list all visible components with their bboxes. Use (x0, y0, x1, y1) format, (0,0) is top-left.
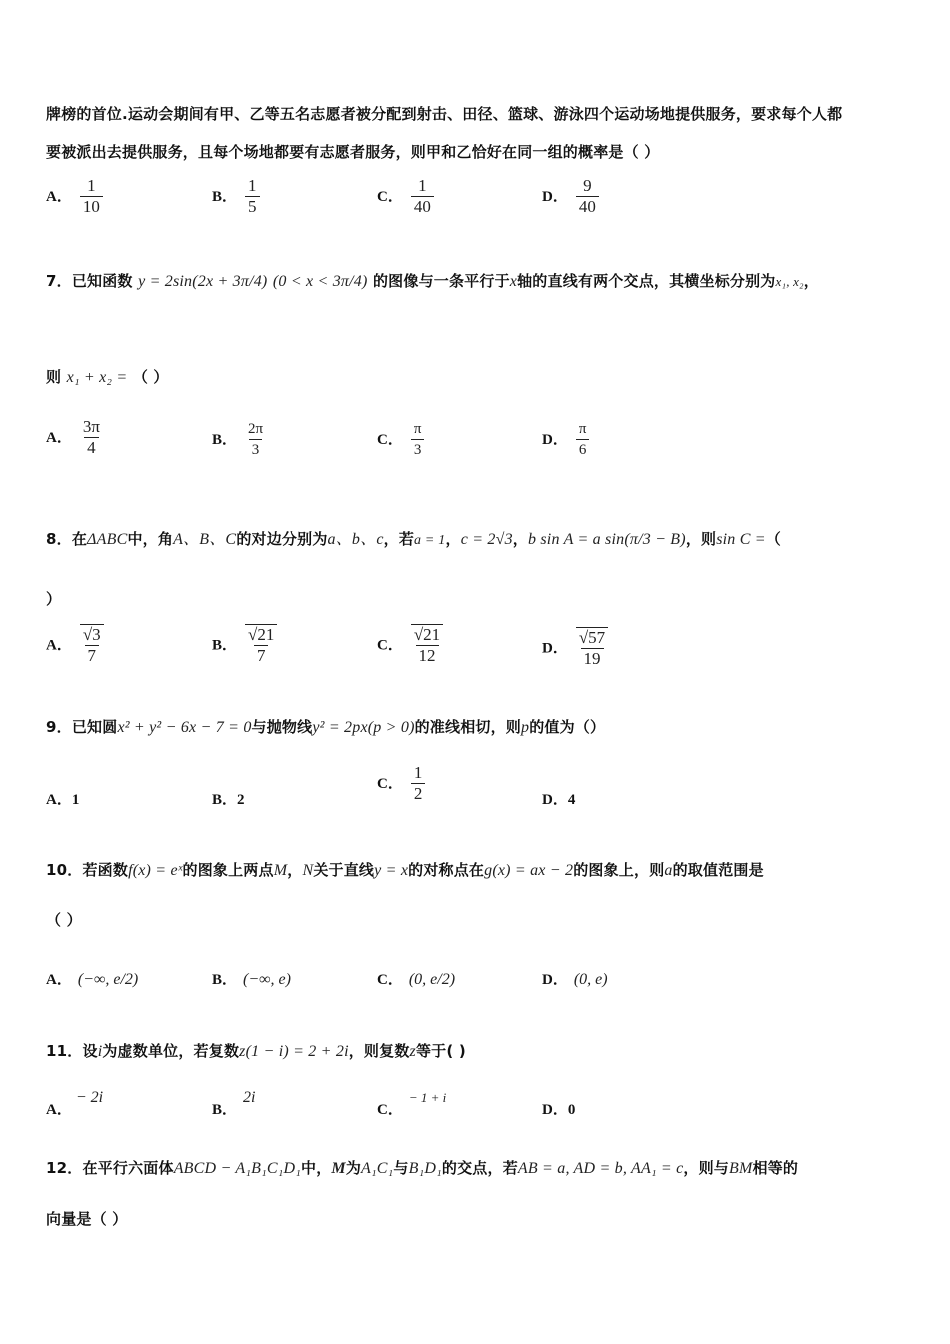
q11-option-b[interactable] (212, 1089, 256, 1119)
q7-option-c[interactable] (377, 419, 424, 460)
option-label: A． (46, 637, 72, 654)
q9-option-a[interactable] (46, 788, 79, 809)
q10-N: N (302, 862, 314, 879)
fraction: $\frac{\pi}{3}$ (411, 419, 425, 460)
q6-line1: 牌榜的首位.运动会期间有甲、乙等五名志愿者被分配到射击、田径、篮球、游泳四个运动场地提供服务，要求每个人都 (46, 105, 843, 123)
option-label: C． (377, 189, 403, 205)
q9-line1: 9．已知圆x² + y² − 6x − 7 = 0与抛物线y² = 2px(p > 0)的准线相切，则p的值为（） (46, 718, 606, 736)
q10-f: f(x) = eˣ (128, 862, 183, 879)
q8-ask: sin C = (716, 531, 766, 548)
q9-parabola: y² = 2px(p > 0) (312, 719, 415, 736)
q6-option-d[interactable] (542, 176, 599, 217)
q8-option-d[interactable] (542, 627, 608, 669)
q10-line: y = x (374, 862, 409, 879)
q12-solid: ABCD − A₁B₁C₁D₁ (173, 1160, 301, 1177)
option-label: B． (212, 432, 238, 448)
option-value: − 1 + i (408, 1090, 447, 1105)
fraction: $\frac{√3}{7}$ (80, 624, 104, 666)
q12-M: M (331, 1160, 346, 1177)
fraction: $\frac{1}{10}$ (80, 176, 103, 217)
q7-axis: x (509, 273, 518, 290)
q9-option-b[interactable] (212, 788, 245, 809)
q11-i: i (97, 1043, 103, 1060)
q12-ac: A₁C₁ (361, 1160, 394, 1177)
q9-circle: x² + y² − 6x − 7 = 0 (117, 719, 252, 736)
fraction: $\frac{√57}{19}$ (576, 627, 608, 669)
q7-option-d[interactable] (542, 419, 589, 460)
option-label: D． (542, 432, 568, 448)
q9-p: p (521, 719, 530, 736)
option-label: C． (377, 1102, 403, 1118)
fraction: $\frac{1}{2}$ (411, 763, 426, 804)
q12-vectors: AB = a, AD = b, AA₁ = c (517, 1160, 684, 1177)
q11-option-d[interactable] (542, 1098, 575, 1119)
q6-option-a[interactable] (46, 176, 103, 217)
q7-line2: 则 x₁ + x₂ = （ ） (46, 368, 169, 386)
q8-cond2: c = 2√3 (460, 531, 513, 548)
option-label: A． (46, 430, 72, 446)
q12-bm: BM (729, 1160, 753, 1177)
q8-angles: A、B、C (173, 531, 237, 548)
q8-option-a[interactable] (46, 624, 104, 666)
option-label: C． (377, 432, 403, 448)
q6-option-c[interactable] (377, 176, 434, 217)
option-label: B． (212, 637, 238, 654)
q8-cond3: b sin A = a sin(π/3 − B) (527, 531, 686, 548)
option-label: B． (212, 972, 238, 988)
q12-line2: 向量是（ ） (46, 1210, 128, 1228)
q9-option-c[interactable] (377, 763, 425, 804)
q10-option-c[interactable] (377, 968, 455, 989)
q10-M: M (273, 862, 288, 879)
option-value: 4 (567, 792, 576, 808)
q8-option-b[interactable] (212, 624, 277, 666)
option-label: D． (542, 1102, 568, 1118)
option-label: D． (542, 189, 568, 205)
q7-option-a[interactable] (46, 417, 103, 458)
fraction: $\frac{3\pi}{4}$ (82, 417, 100, 457)
q7-sum: x₁ + x₂ = (66, 369, 128, 386)
fraction: $\frac{2\pi}{3}$ (248, 421, 264, 458)
q10-a: a (664, 862, 673, 879)
option-value: 2i (243, 1089, 256, 1106)
q6-option-b[interactable] (212, 176, 260, 217)
q8-option-c[interactable] (377, 624, 443, 666)
option-label: C． (377, 637, 403, 654)
q7-function: y = 2sin(2x + 3π/4) (138, 273, 268, 290)
option-label: B． (212, 189, 238, 205)
q10-line1: 10．若函数f(x) = eˣ的图象上两点M，N关于直线y = x的对称点在g(x) = ax − 2的图象上，则a的取值范围是 (46, 861, 764, 879)
q12-bd: B₁D₁ (408, 1160, 442, 1177)
q10-line2: （ ） (46, 911, 82, 929)
q7-option-b[interactable] (212, 419, 266, 460)
fraction: $\frac{√21}{7}$ (245, 624, 277, 666)
option-label: A． (46, 792, 72, 808)
q9-option-d[interactable] (542, 788, 575, 809)
option-value: 1 (71, 792, 80, 808)
q12-line1: 12．在平行六面体ABCD − A₁B₁C₁D₁中，M为A₁C₁与B₁D₁的交点，若AB = a, AD = b, AA₁ = c，则与BM相等的 (46, 1159, 799, 1177)
option-expr: (−∞, e/2) (77, 971, 139, 988)
q8-line1: 8．在ΔABC中，角A、B、C的对边分别为a、b、c，若a = 1，c = 2√3，b sin A = a sin(π/3 − B)，则sin C =（ (46, 530, 781, 548)
q10-option-d[interactable] (542, 968, 608, 989)
q11-option-c[interactable] (377, 1090, 447, 1119)
fraction: $\frac{\pi}{6}$ (576, 419, 590, 460)
fraction: $\frac{9}{40}$ (576, 176, 599, 217)
option-label: B． (212, 792, 238, 808)
option-label: D． (542, 640, 568, 657)
option-label: A． (46, 1102, 72, 1118)
q11-z: z (409, 1043, 416, 1060)
q10-option-a[interactable] (46, 968, 138, 989)
q10-option-b[interactable] (212, 968, 291, 989)
option-value: 2 (237, 792, 245, 808)
q11-option-a[interactable] (46, 1089, 104, 1119)
option-expr: (0, e/2) (408, 971, 456, 988)
fraction: $\frac{1}{40}$ (411, 176, 434, 217)
fraction: $\frac{1}{5}$ (245, 176, 260, 217)
q8-cond1: a = 1 (414, 533, 446, 548)
option-label: D． (542, 792, 568, 808)
q7-line1: 7．已知函数 y = 2sin(2x + 3π/4) (0 < x < 3π/4) 的图像与一条平行于x轴的直线有两个交点，其横坐标分别为x₁, x₂， (46, 272, 819, 290)
option-expr: (0, e) (573, 971, 608, 988)
option-label: C． (377, 972, 403, 988)
q11-line1: 11．设i为虚数单位，若复数z(1 − i) = 2 + 2i，则复数z等于( ) (46, 1042, 466, 1060)
option-value: 0 (567, 1102, 576, 1118)
q6-line2: 要被派出去提供服务，且每个场地都要有志愿者服务，则甲和乙恰好在同一组的概率是（ ） (46, 143, 660, 161)
q7-domain: (0 < x < 3π/4) (272, 273, 368, 290)
option-label: A． (46, 189, 72, 205)
option-label: A． (46, 972, 72, 988)
option-expr: (−∞, e) (243, 971, 291, 988)
q11-eq: z(1 − i) = 2 + 2i (239, 1043, 349, 1060)
option-value: − 2i (75, 1089, 104, 1106)
option-label: B． (212, 1102, 238, 1118)
q8-line2: ） (46, 590, 62, 608)
option-label: C． (377, 776, 403, 792)
q8-sides: a、b、c (327, 531, 384, 548)
q10-g: g(x) = ax − 2 (484, 862, 574, 879)
q8-triangle: ΔABC (87, 531, 128, 548)
option-label: D． (542, 972, 568, 988)
fraction: $\frac{√21}{12}$ (411, 624, 443, 666)
q7-vars: x₁, x₂ (775, 274, 804, 289)
